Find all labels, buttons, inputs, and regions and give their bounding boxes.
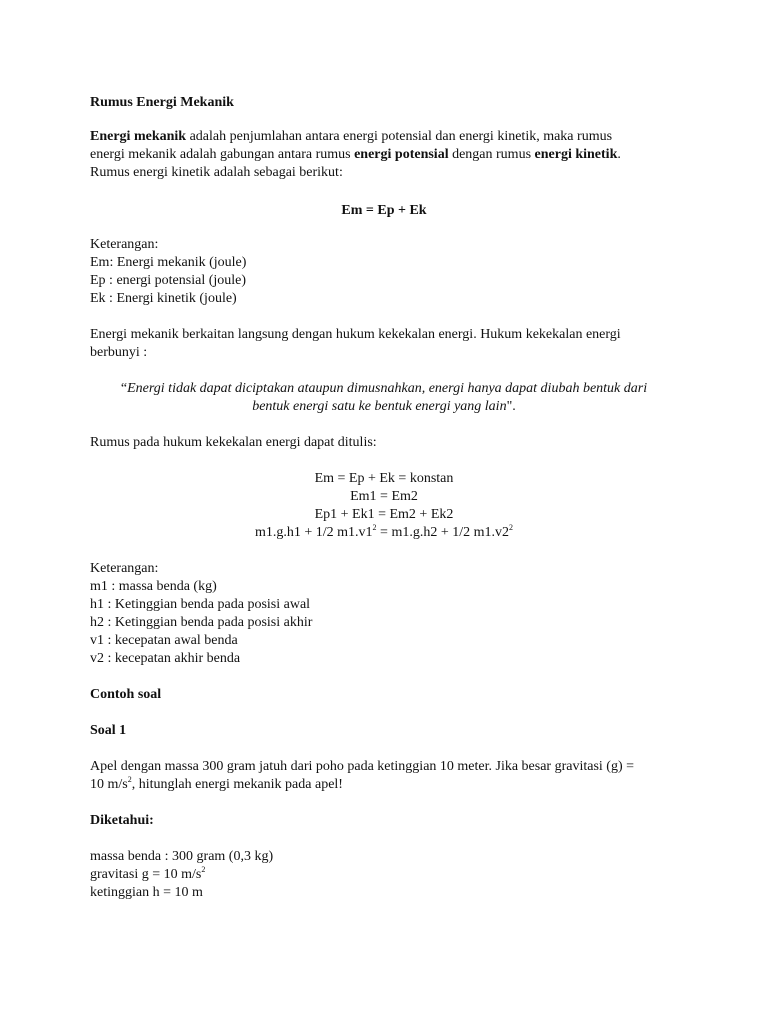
soal-1-line-1: Apel dengan massa 300 gram jatuh dari poho pada ketinggian 10 meter. Jika besar gravitasi (g) = [90, 759, 635, 774]
keterangan-item: v1 : kecepatan awal benda [90, 633, 238, 648]
formula-line-1: Em = Ep + Ek = konstan [314, 471, 454, 486]
rumus-hukum-text: Rumus pada hukum kekekalan energi dapat ditulis: [90, 435, 377, 450]
diketahui-ketinggian: ketinggian h = 10 m [90, 885, 203, 900]
formula-main: Em = Ep + Ek [341, 203, 427, 218]
formula-line-3: Ep1 + Ek1 = Em2 + Ek2 [314, 507, 454, 522]
hukum-line-2: berbunyi : [90, 345, 148, 360]
diketahui-gravitasi: gravitasi g = 10 $m/s^2$ [90, 865, 206, 882]
diketahui-heading: Diketahui: [90, 813, 154, 828]
keterangan-item: v2 : kecepatan akhir benda [90, 651, 241, 666]
keterangan-item: m1 : massa benda (kg) [90, 579, 217, 594]
keterangan-item: h2 : Ketinggian benda pada posisi akhir [90, 615, 313, 630]
keterangan-heading-2: Keterangan: [90, 561, 159, 576]
diketahui-massa: massa benda : 300 gram (0,3 kg) [90, 849, 274, 864]
quote-line-1: “Energi tidak dapat diciptakan ataupun dimusnahkan, energi hanya dapat diubah bentuk dari [120, 381, 648, 396]
hukum-line-1: Energi mekanik berkaitan langsung dengan hukum kekekalan energi. Hukum kekekalan energi [90, 327, 621, 342]
keterangan-heading-1: Keterangan: [90, 237, 159, 252]
intro-line-2: energi mekanik adalah gabungan antara rumus energi potensial dengan rumus energi kinetik. [90, 147, 621, 162]
intro-line-3: Rumus energi kinetik adalah sebagai berikut: [90, 165, 343, 180]
keterangan-item: Em: Energi mekanik (joule) [90, 255, 247, 270]
intro-line-1: Energi mekanik adalah penjumlahan antara energi potensial dan energi kinetik, maka rumus [90, 129, 613, 144]
quote-line-2: bentuk energi satu ke bentuk energi yang lain". [252, 399, 516, 414]
keterangan-item: Ep : energi potensial (joule) [90, 273, 247, 288]
contoh-soal-heading: Contoh soal [90, 687, 162, 702]
page-title: Rumus Energi Mekanik [90, 95, 234, 110]
keterangan-item: Ek : Energi kinetik (joule) [90, 291, 237, 306]
soal-1-line-2: 10 $m/s^2$, hitunglah energi mekanik pada apel! [90, 775, 343, 792]
soal-1-heading: Soal 1 [90, 723, 127, 738]
formula-line-2: Em1 = Em2 [350, 489, 418, 504]
keterangan-item: h1 : Ketinggian benda pada posisi awal [90, 597, 311, 612]
formula-line-4: m1.g.h1 + 1/2 $m1.v1^2 = m1.g.h2 + 1/2$ $m1.v2^2$ [254, 523, 514, 540]
